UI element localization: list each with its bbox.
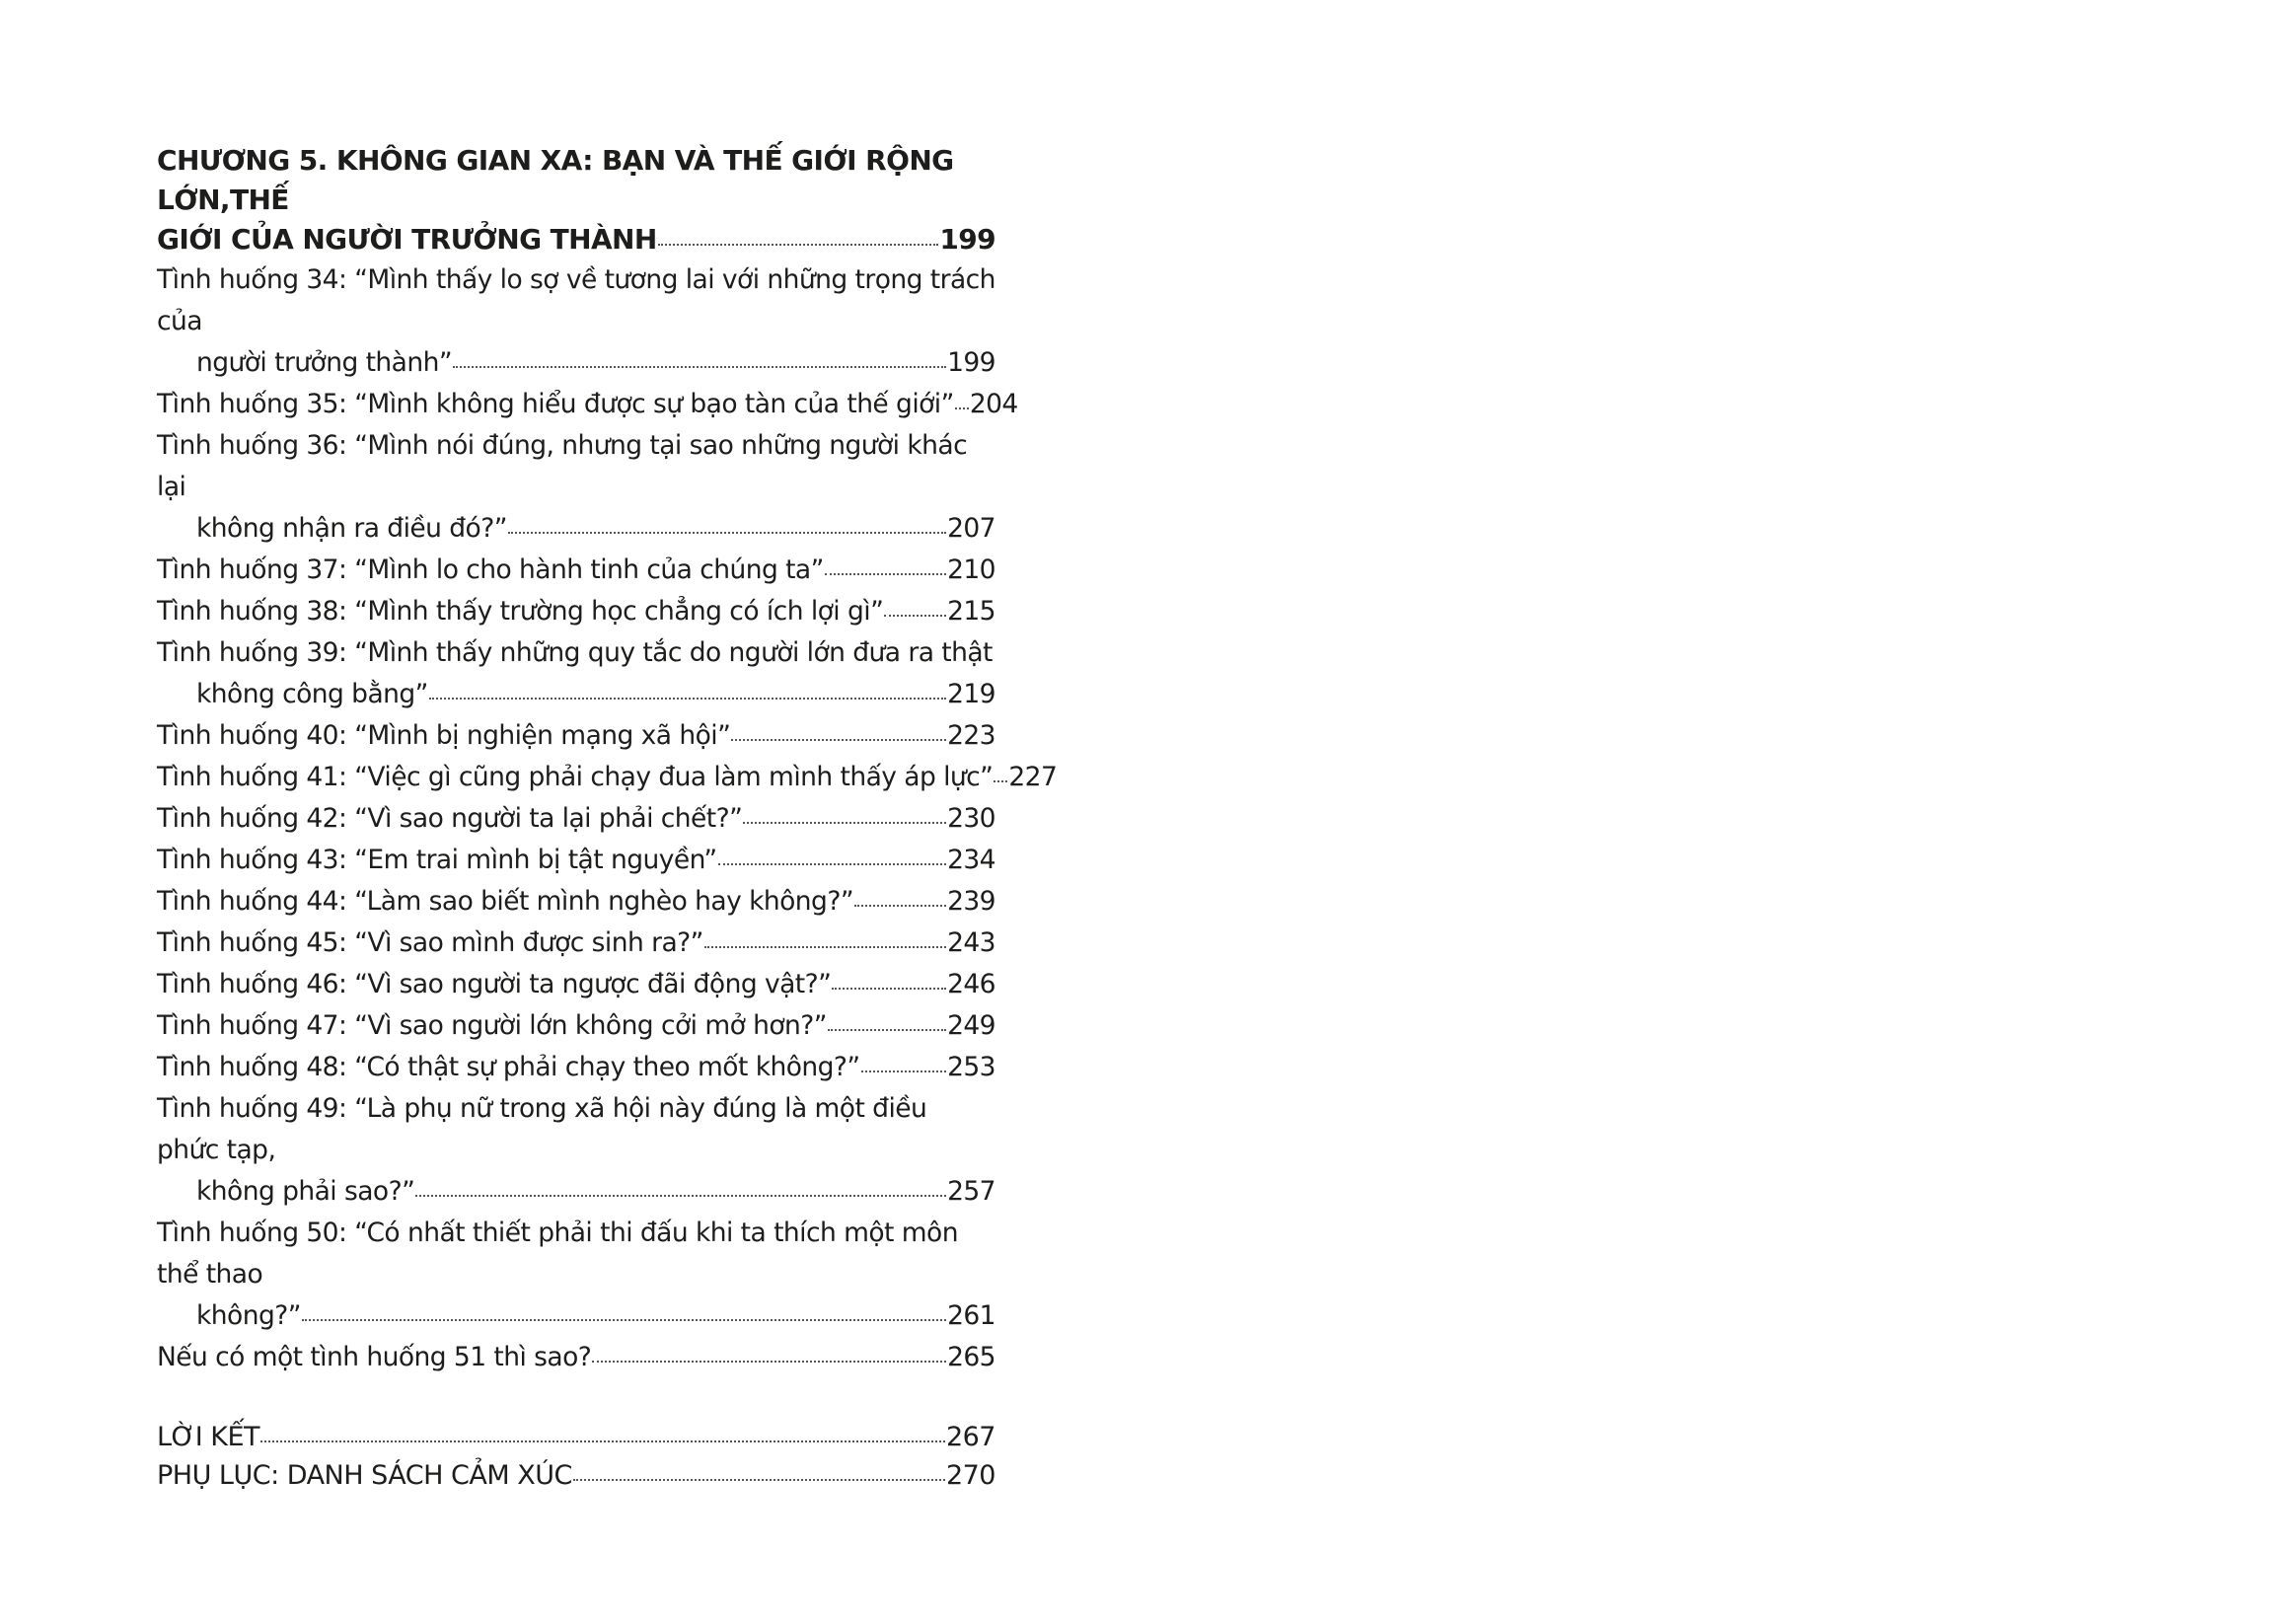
end-section-list (157, 1418, 995, 1495)
toc-entry-title: Tình huống 44: “Làm sao biết mình nghèo hay không?” (157, 886, 854, 917)
end-section-title: PHỤ LỤC: DANH SÁCH CẢM XÚC (157, 1460, 572, 1491)
toc-entry-page-number: 199 (947, 347, 995, 378)
toc-entry-row (157, 715, 995, 757)
toc-entry-title-line2: không phải sao?” (196, 1176, 415, 1207)
toc-entry (157, 1213, 995, 1337)
toc-entry (157, 715, 995, 757)
toc-entry-title-line1: Tình huống 34: “Mình thấy lo sợ về tương lai với những trọng trách của (157, 264, 995, 336)
end-section-title: LỜI KẾT (157, 1422, 259, 1452)
toc-entry-row (157, 1295, 995, 1337)
toc-entry-row (157, 757, 1058, 798)
toc-entry-page-number: 219 (947, 679, 995, 709)
end-section-page-number: 270 (945, 1460, 995, 1491)
section-gap (157, 1378, 995, 1418)
toc-entry-page-number: 230 (947, 803, 995, 834)
end-section-page-number: 267 (945, 1422, 995, 1452)
toc-entry (157, 757, 1058, 798)
toc-entry (157, 798, 995, 840)
toc-entry (157, 964, 995, 1005)
toc-entry-title-line1: Tình huống 36: “Mình nói đúng, nhưng tại sao những người khác lại (157, 430, 968, 502)
toc-entry-page-number: 257 (947, 1176, 995, 1207)
dot-leader (743, 822, 946, 824)
toc-entry-row (157, 1337, 995, 1378)
dot-leader (718, 863, 946, 865)
toc-entry (157, 632, 995, 715)
toc-entry-row (157, 384, 1018, 425)
toc-entry-title-line1: Tình huống 49: “Là phụ nữ trong xã hội này đúng là một điều phức tạp, (157, 1093, 927, 1165)
dot-leader (994, 780, 1007, 782)
toc-entry-title: Tình huống 47: “Vì sao người lớn không cởi mở hơn?” (157, 1010, 827, 1041)
toc-entry-title: Nếu có một tình huống 51 thì sao? (157, 1342, 592, 1372)
dot-leader (592, 1361, 946, 1363)
toc-entry-page-number: 253 (947, 1052, 995, 1082)
chapter-title-line2: GIỚI CỦA NGƯỜI TRƯỞNG THÀNH (157, 223, 657, 256)
dot-leader (302, 1319, 946, 1321)
table-of-contents (157, 141, 1058, 1495)
toc-entry (157, 259, 995, 384)
dot-leader (573, 1479, 945, 1481)
chapter-heading (157, 141, 995, 259)
toc-entry-row (157, 550, 995, 591)
toc-entry (157, 1047, 995, 1088)
toc-entry-page-number: 227 (1008, 762, 1058, 792)
dot-leader (453, 366, 946, 368)
dot-leader (429, 698, 946, 700)
toc-entry-row (157, 1005, 995, 1047)
dot-leader (260, 1440, 945, 1442)
toc-entry-row (157, 964, 995, 1005)
toc-entry-title: Tình huống 38: “Mình thấy trường học chẳng có ích lợi gì” (157, 596, 884, 627)
toc-entry-row (157, 798, 995, 840)
toc-entry-title-line2: người trưởng thành” (196, 347, 453, 378)
chapter-page-number: 199 (939, 223, 995, 256)
toc-entry-row (157, 1047, 995, 1088)
toc-entry-page-number: 243 (947, 927, 995, 958)
toc-entry-page-number: 215 (947, 596, 995, 627)
toc-entry-page-number: 204 (969, 389, 1018, 419)
toc-entry (157, 591, 995, 632)
toc-entry-title-line2: không nhận ra điều đó?” (196, 513, 507, 544)
toc-entry-title-line1: Tình huống 39: “Mình thấy những quy tắc do người lớn đưa ra thật (157, 637, 993, 668)
toc-entry (157, 1088, 995, 1213)
toc-entry-row (157, 1171, 995, 1213)
chapter-title-row (157, 220, 995, 259)
toc-entry-title: Tình huống 46: “Vì sao người ta ngược đãi động vật?” (157, 969, 832, 999)
toc-entry (157, 840, 995, 881)
dot-leader (955, 407, 969, 409)
toc-entry-row (157, 840, 995, 881)
toc-entry-title-line2: không?” (196, 1300, 301, 1331)
toc-entry-title-line1: Tình huống 50: “Có nhất thiết phải thi đấu khi ta thích một môn thể thao (157, 1218, 958, 1290)
dot-leader (884, 615, 946, 617)
toc-entry-title: Tình huống 48: “Có thật sự phải chạy theo mốt không?” (157, 1052, 860, 1082)
toc-entry-list (157, 259, 1058, 1378)
toc-entry-page-number: 239 (947, 886, 995, 917)
dot-leader (832, 988, 946, 990)
toc-entry-page-number: 210 (947, 554, 995, 585)
toc-entry-row (157, 591, 995, 632)
dot-leader (861, 1070, 946, 1072)
toc-entry (157, 550, 995, 591)
dot-leader (828, 1029, 946, 1031)
toc-entry-page-number: 261 (947, 1300, 995, 1331)
toc-entry-page-number: 265 (947, 1342, 995, 1372)
toc-entry-page-number: 246 (947, 969, 995, 999)
dot-leader (415, 1195, 946, 1197)
end-section-entry (157, 1418, 995, 1456)
toc-entry-row (157, 342, 995, 384)
toc-entry-page-number: 207 (947, 513, 995, 544)
dot-leader (508, 532, 946, 534)
dot-leader (731, 739, 946, 741)
toc-entry-title-line2: không công bằng” (196, 679, 428, 709)
toc-entry-row (157, 881, 995, 923)
chapter-title-line1: CHƯƠNG 5. KHÔNG GIAN XA: BẠN VÀ THẾ GIỚI RỘNG LỚN,THẾ (157, 144, 954, 216)
dot-leader (854, 905, 946, 907)
toc-entry-title: Tình huống 41: “Việc gì cũng phải chạy đua làm mình thấy áp lực” (157, 762, 994, 792)
dot-leader (825, 573, 946, 575)
toc-entry-title: Tình huống 45: “Vì sao mình được sinh ra?” (157, 927, 703, 958)
toc-entry-row (157, 923, 995, 964)
toc-entry-title: Tình huống 35: “Mình không hiểu được sự bạo tàn của thế giới” (157, 389, 954, 419)
dot-leader (658, 244, 939, 246)
toc-entry-page-number: 234 (947, 845, 995, 875)
toc-entry-title: Tình huống 43: “Em trai mình bị tật nguyền” (157, 845, 717, 875)
toc-entry-page-number: 249 (947, 1010, 995, 1041)
toc-entry-title: Tình huống 37: “Mình lo cho hành tinh của chúng ta” (157, 554, 824, 585)
toc-entry-page-number: 223 (947, 720, 995, 751)
toc-entry (157, 1337, 995, 1378)
toc-entry-row (157, 674, 995, 715)
toc-entry (157, 425, 995, 550)
end-section-entry (157, 1456, 995, 1495)
toc-entry (157, 384, 1018, 425)
toc-entry-row (157, 508, 995, 550)
toc-entry (157, 881, 995, 923)
toc-entry (157, 1005, 995, 1047)
dot-leader (704, 946, 946, 948)
toc-entry-title: Tình huống 40: “Mình bị nghiện mạng xã hội” (157, 720, 731, 751)
toc-entry-title: Tình huống 42: “Vì sao người ta lại phải chết?” (157, 803, 743, 834)
toc-entry (157, 923, 995, 964)
